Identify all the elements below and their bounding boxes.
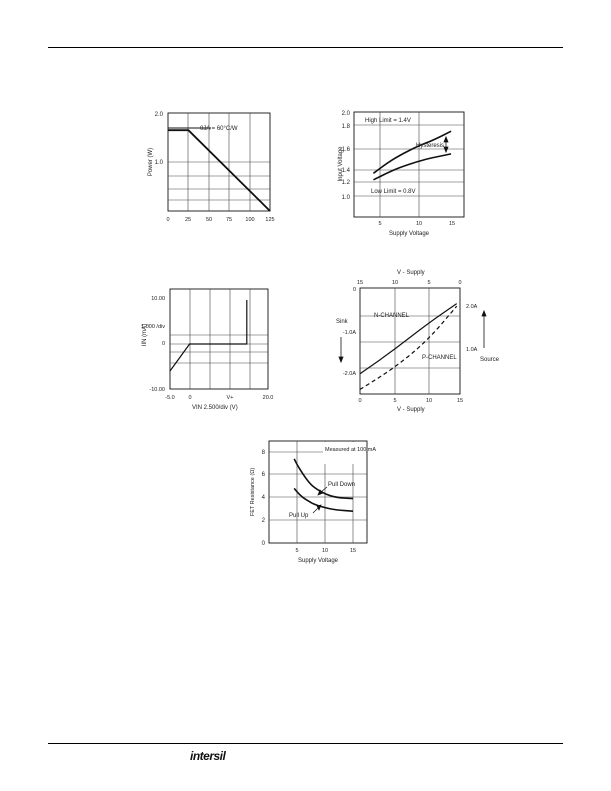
resistance-xtick: 5 (295, 548, 299, 554)
power-derating-chart (148, 104, 288, 229)
header-rule (48, 47, 563, 48)
iin-xtick: 20.0 (262, 395, 274, 401)
resistance-xtick: 15 (349, 548, 357, 554)
top-tick: 0 (458, 280, 462, 286)
iin-ytick: -10.00 (149, 387, 165, 393)
input-voltage-low-line (373, 154, 451, 180)
intersil-logo: intersil (190, 749, 226, 763)
top-tick: 10 (391, 280, 399, 286)
input-voltage-ytick: 1.2 (341, 180, 350, 186)
left-tick: -2.0A (342, 371, 356, 377)
input-voltage-ytick: 1.0 (341, 195, 350, 201)
high-limit-label: High Limit = 1.4V (365, 118, 411, 124)
bottom-tick: 10 (425, 398, 433, 404)
top-tick: 5 (427, 280, 431, 286)
power-ytick-2: 2.0 (154, 112, 163, 118)
resistance-ytick: 8 (261, 450, 265, 456)
power-annotation: θJA = 60°C/W (200, 126, 238, 132)
fet-resistance-chart (245, 438, 375, 568)
iin-ytick: 0 (161, 341, 165, 347)
bottom-tick: 15 (456, 398, 464, 404)
iin-xtick: -5.0 (165, 395, 175, 401)
iin-xtick: V+ (226, 395, 234, 401)
low-limit-label: Low Limit = 0.8V (371, 189, 416, 195)
power-xtick: 50 (205, 217, 213, 223)
power-ylabel: Power (W) (148, 147, 154, 177)
resistance-xtick: 10 (321, 548, 329, 554)
input-voltage-ytick: 1.6 (341, 147, 350, 153)
iin-ytick: 10.00 (151, 296, 165, 302)
footer-rule (48, 743, 563, 744)
input-voltage-ylabel: Input Voltage (338, 146, 344, 182)
iin-ylabel: IIN (mA) (142, 323, 148, 347)
power-xtick: 25 (184, 217, 192, 223)
left-tick: 0 (352, 287, 356, 293)
left-tick: -1.0A (342, 330, 356, 336)
pull-up-label: Pull Up (289, 513, 309, 519)
sink-label: Sink (336, 319, 348, 325)
right-tick: 1.0A (466, 347, 478, 353)
power-xtick: 125 (265, 217, 275, 223)
resistance-ytick: 0 (261, 541, 265, 547)
pull-down-label: Pull Down (328, 482, 356, 488)
iin-ytick: 1.000 /div (141, 324, 165, 330)
power-xtick: 100 (245, 217, 255, 223)
measured-label: Measured at 100 mA (325, 447, 377, 453)
input-voltage-ytick: 1.4 (341, 168, 350, 174)
input-voltage-xtick: 5 (378, 221, 382, 227)
power-xtick: 75 (225, 217, 233, 223)
input-voltage-xlabel: Supply Voltage (388, 231, 430, 237)
source-label: Source (480, 357, 500, 363)
input-voltage-chart (334, 104, 484, 238)
iin-xtick: 0 (188, 395, 192, 401)
input-voltage-ytick: 1.8 (341, 124, 350, 130)
right-tick: 2.0A (466, 304, 478, 310)
input-current-line (170, 300, 247, 371)
resistance-ytick: 4 (261, 495, 265, 501)
input-voltage-ytick: 2.0 (341, 111, 350, 117)
output-current-chart (330, 264, 500, 414)
power-series-line (168, 130, 270, 211)
top-axis-label: V - Supply (397, 270, 425, 276)
hysteresis-label: Hysteresis (416, 143, 445, 149)
iin-xlabel: VIN 2.500/div (V) (192, 405, 238, 411)
pull-down-line (294, 459, 356, 499)
power-ytick-1: 1.0 (154, 160, 163, 166)
power-xtick: 0 (166, 217, 170, 223)
resistance-ylabel: FET Resistance (Ω) (250, 467, 256, 517)
pull-up-line (294, 488, 353, 511)
bottom-tick: 5 (393, 398, 397, 404)
input-voltage-high-line (373, 131, 451, 173)
p-channel-label: P-CHANNEL (422, 355, 457, 361)
resistance-ytick: 2 (261, 518, 265, 524)
resistance-xlabel: Supply Voltage (297, 558, 339, 564)
bottom-axis-label: V - Supply (397, 407, 425, 413)
input-voltage-xtick: 15 (448, 221, 456, 227)
input-voltage-xtick: 10 (415, 221, 423, 227)
n-channel-label: N-CHANNEL (374, 313, 410, 319)
bottom-tick: 0 (358, 398, 362, 404)
resistance-ytick: 6 (261, 472, 265, 478)
top-tick: 15 (356, 280, 364, 286)
input-current-chart (140, 280, 290, 412)
